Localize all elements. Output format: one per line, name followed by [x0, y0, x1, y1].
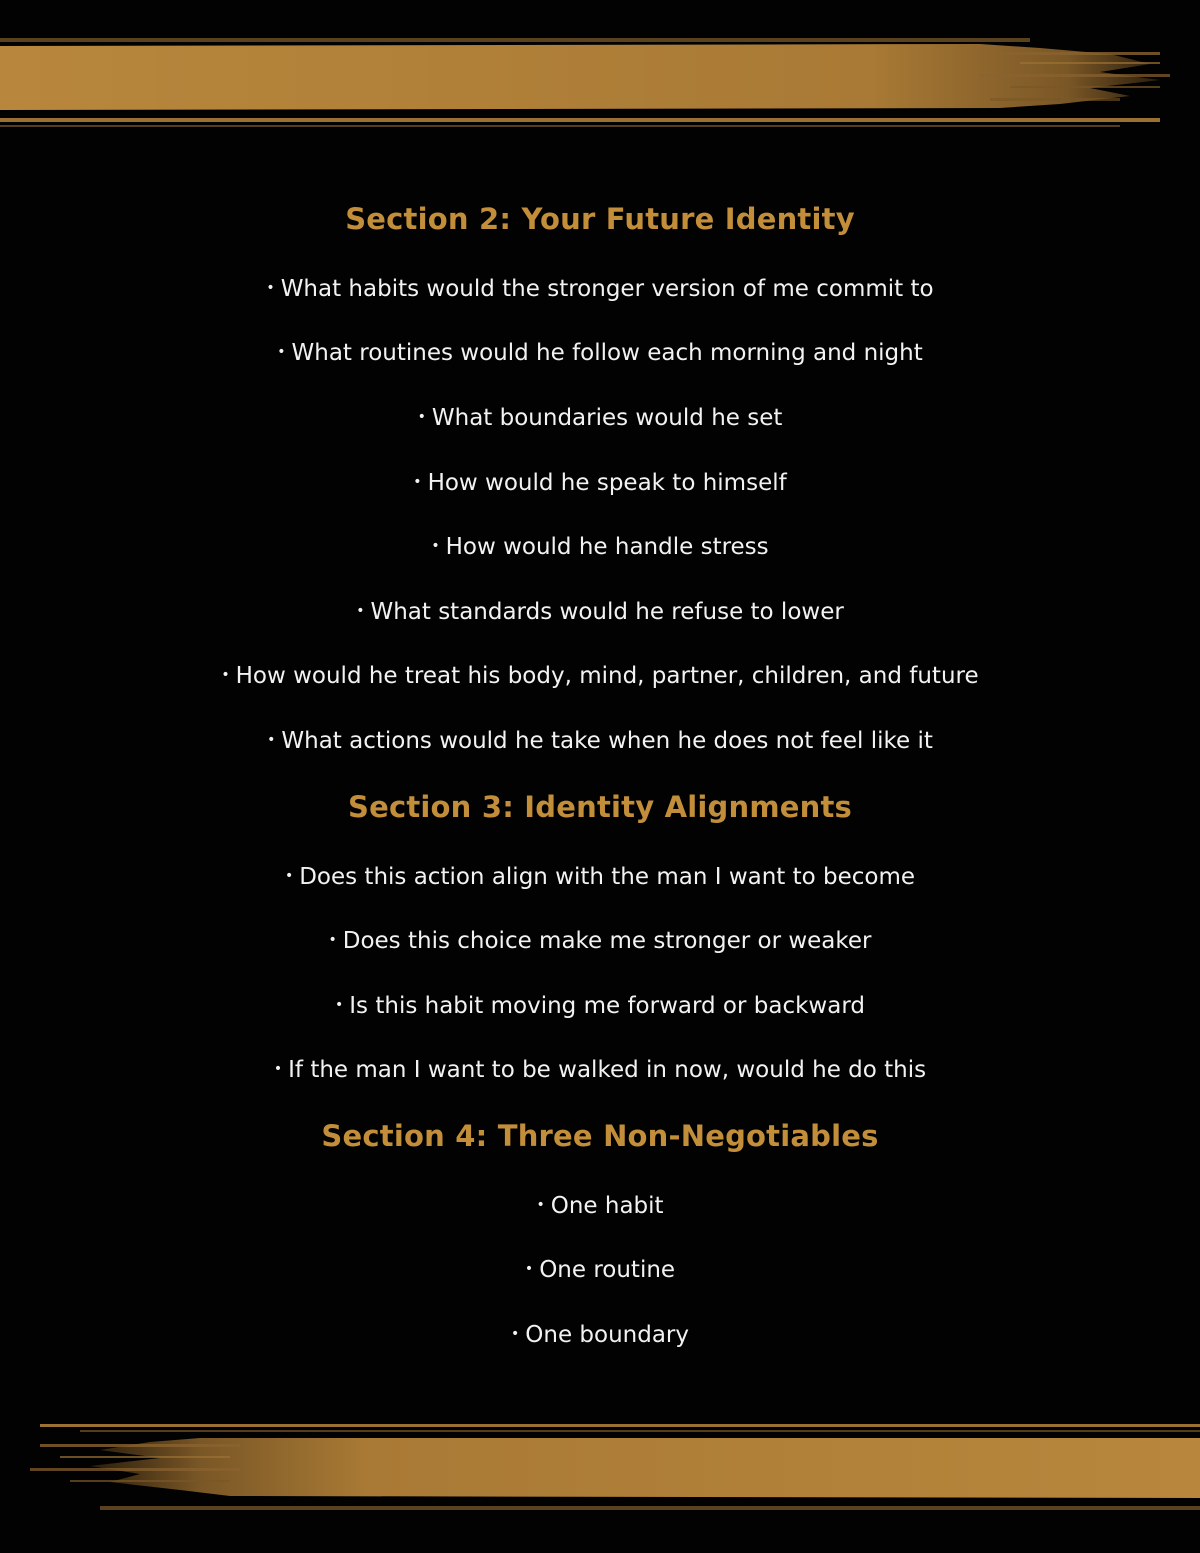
bullet-icon: • — [284, 868, 294, 884]
list-item-text: Is this habit moving me forward or backward — [349, 993, 865, 1019]
list-item — [0, 467, 1200, 498]
bullet-icon: • — [266, 280, 275, 296]
list-item-text: If the man I want to be walked in now, would he do this — [288, 1057, 927, 1083]
bullet-icon: • — [221, 667, 230, 683]
list-item — [0, 402, 1200, 433]
section-4-title: Section 4: Three Non-Negotiables — [321, 1119, 879, 1153]
list-item — [0, 725, 1200, 756]
list-item-text: One routine — [539, 1257, 676, 1283]
list-item — [0, 660, 1200, 691]
list-item — [0, 1254, 1200, 1285]
section-2-title: Section 2: Your Future Identity — [345, 202, 855, 236]
list-item — [0, 1054, 1200, 1085]
bullet-icon: • — [273, 1061, 283, 1077]
list-item — [0, 1190, 1200, 1221]
list-item — [0, 990, 1200, 1021]
list-item-text: What habits would the stronger version of me commit to — [280, 276, 934, 302]
list-item-text: Does this action align with the man I want to become — [299, 864, 916, 890]
list-item — [0, 531, 1200, 562]
list-item — [0, 925, 1200, 956]
list-item-text: One boundary — [525, 1322, 689, 1348]
list-item-text: What boundaries would he set — [431, 405, 783, 431]
bullet-icon: • — [536, 1197, 545, 1213]
list-item-text: What standards would he refuse to lower — [370, 599, 844, 625]
bullet-icon: • — [431, 538, 440, 554]
bullet-icon: • — [328, 932, 337, 948]
bullet-icon: • — [413, 474, 422, 490]
bullet-icon: • — [417, 409, 426, 425]
list-item-text: What routines would he follow each morning and night — [291, 340, 923, 366]
list-item — [0, 1319, 1200, 1350]
bullet-icon: • — [356, 603, 365, 619]
list-item-text: Does this choice make me stronger or weaker — [342, 928, 872, 954]
bullet-icon: • — [267, 732, 276, 748]
bullet-icon: • — [524, 1261, 534, 1277]
list-item — [0, 596, 1200, 627]
list-item-text: What actions would he take when he does not feel like it — [281, 728, 933, 754]
list-item-text: How would he treat his body, mind, partner, children, and future — [235, 663, 979, 689]
bullet-icon: • — [511, 1326, 520, 1342]
bullet-icon: • — [335, 997, 344, 1013]
section-3-title: Section 3: Identity Alignments — [348, 790, 852, 824]
list-item-text: How would he handle stress — [445, 534, 769, 560]
list-item — [0, 861, 1200, 892]
list-item — [0, 273, 1200, 304]
list-item-text: How would he speak to himself — [427, 470, 787, 496]
list-item — [0, 337, 1200, 368]
bullet-icon: • — [277, 344, 286, 360]
list-item-text: One habit — [550, 1193, 664, 1219]
